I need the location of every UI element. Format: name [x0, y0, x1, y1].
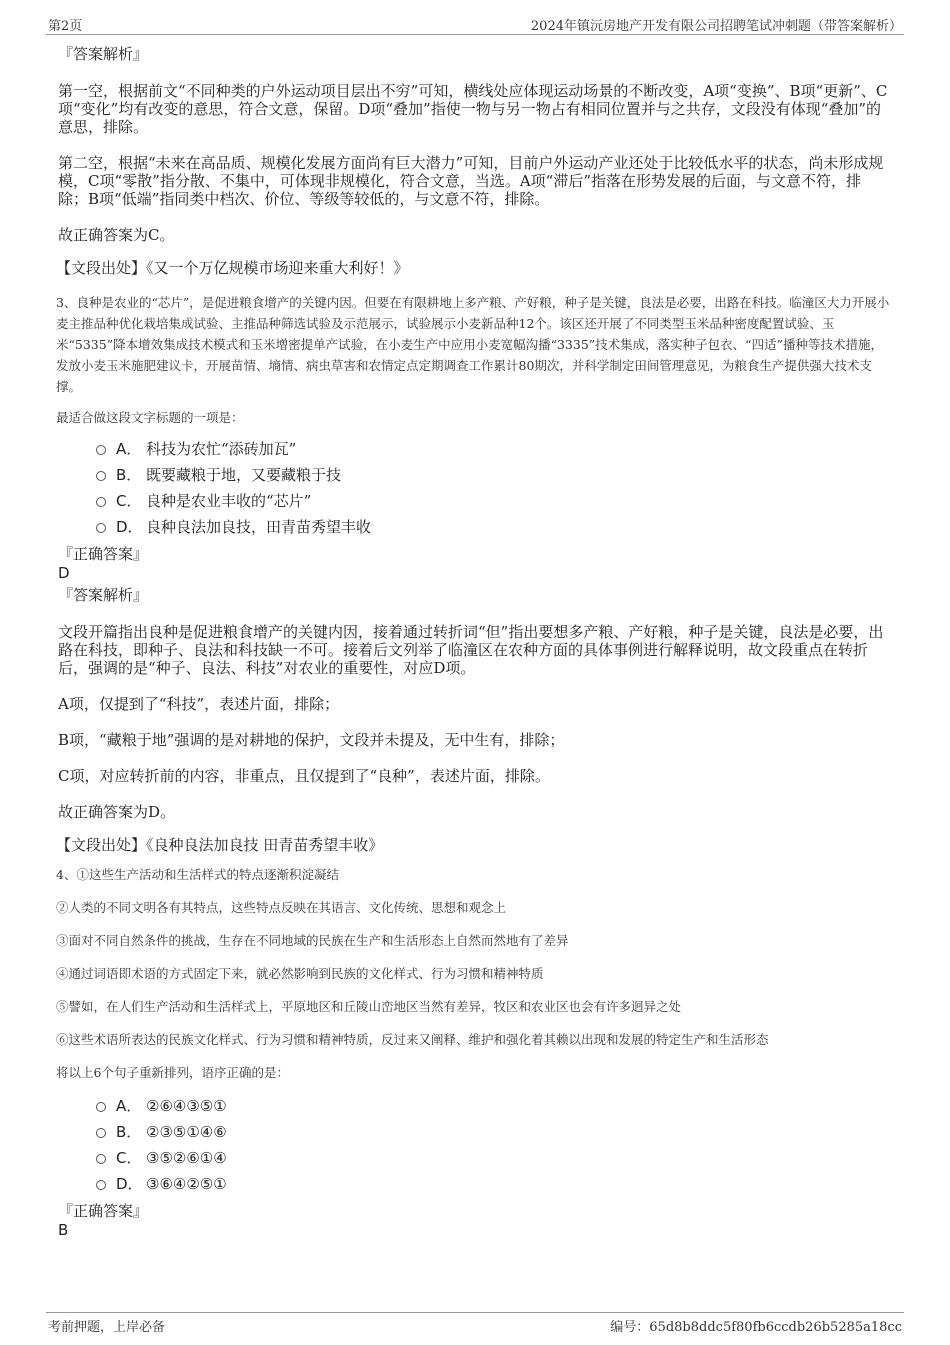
radio-icon[interactable]	[96, 497, 106, 507]
radio-icon[interactable]	[96, 1102, 106, 1112]
q3-options	[96, 436, 890, 540]
q2-analysis-paragraph: 第一空，根据前文“不同种类的户外运动项目层出不穷”可知，横线处应体现运动场景的不断改变，A项“变换”、B项“更新”、C项“变化”均有改变的意思，符合文意，保留。D项“叠加”指使一物与另一物占有相同位置并与之共存，文段没有体现“叠加”的意思，排除。	[58, 82, 888, 136]
q4-sentence: ④通过词语即术语的方式固定下来，就必然影响到民族的文化样式、行为习惯和精神特质	[56, 966, 544, 981]
q4-option-c[interactable]: C． ③⑤②⑥①④	[96, 1145, 890, 1171]
q4-prompt: 将以上6个句子重新排列，语序正确的是：	[56, 1065, 289, 1080]
q4-sentence: ②人类的不同文明各有其特点，这些特点反映在其语言、文化传统、思想和观念上	[56, 900, 507, 915]
correct-answer-label: 『正确答案』	[58, 1202, 149, 1220]
q4-options	[96, 1093, 890, 1197]
q4-sentence: ③面对不同自然条件的挑战，生存在不同地域的民族在生产和生活形态上自然而然地有了差异	[56, 933, 569, 948]
q3-analysis-paragraph: B项，“藏粮于地”强调的是对耕地的保护，文段并未提及，无中生有，排除；	[58, 731, 565, 749]
q3-analysis-paragraph: 文段开篇指出良种是促进粮食增产的关键内因，接着通过转折词“但”指出要想多产粮、产好粮，种子是关键，良法是必要，出路在科技，即种子、良法和科技缺一不可。接着后文列举了临潼区在农种方面的具体事例进行解释说明，故文段重点在转折后，强调的是“种子、良法、科技”对农业的重要性，对应D项。	[58, 623, 884, 677]
q2-conclusion: 故正确答案为C。	[58, 226, 175, 244]
q3-conclusion: 故正确答案为D。	[58, 803, 176, 821]
footer-slogan: 考前押题，上岸必备	[48, 1320, 166, 1335]
q3-option-c[interactable]: C． 良种是农业丰收的“芯片”	[96, 488, 890, 514]
analysis-label: 『答案解析』	[58, 45, 149, 63]
q4-option-a[interactable]: A． ②⑥④③⑤①	[96, 1093, 890, 1119]
radio-icon[interactable]	[96, 445, 106, 455]
q3-option-d[interactable]: D． 良种良法加良技，田青苗秀望丰收	[96, 514, 890, 540]
radio-icon[interactable]	[96, 523, 106, 533]
q3-option-a[interactable]: A． 科技为农忙“添砖加瓦”	[96, 436, 890, 462]
q3-source: 【文段出处】《良种良法加良技 田青苗秀望丰收》	[56, 836, 384, 854]
q3-analysis-paragraph: A项，仅提到了“科技”，表述片面，排除；	[58, 695, 340, 713]
page-number: 第2页	[48, 19, 83, 34]
q4-option-d[interactable]: D． ③⑥④②⑤①	[96, 1171, 890, 1197]
document-body	[56, 44, 890, 1239]
document-title: 2024年镇沅房地产开发有限公司招聘笔试冲刺题（带答案解析）	[530, 19, 902, 34]
q4-option-b[interactable]: B． ②③⑤①④⑥	[96, 1119, 890, 1145]
q3-prompt: 最适合做这段文字标题的一项是：	[56, 410, 244, 425]
radio-icon[interactable]	[96, 1154, 106, 1164]
page-header	[46, 12, 904, 35]
page-footer	[46, 1312, 904, 1335]
q2-source: 【文段出处】《又一个万亿规模市场迎来重大利好！》	[56, 259, 409, 277]
radio-icon[interactable]	[96, 1128, 106, 1138]
q3-analysis-paragraph: C项，对应转折前的内容，非重点，且仅提到了“良种”，表述片面，排除。	[58, 767, 550, 785]
q3-stem: 3、良种是农业的“芯片”，是促进粮食增产的关键内因。但要在有限耕地上多产粮、产好粮，种子是关键，良法是必要，出路在科技。临潼区大力开展小麦主推品种优化栽培集成试验、主推品种筛选试验及示范展示，试验展示小麦新品种12个。该区还开展了不同类型玉米品种密度配置试验、玉米“5335”降本增效集成技术模式和玉米增密提单产试验，在小麦生产中应用小麦宽幅沟播“3335”技术集成，落实种子包衣、“四适”播种等技术措施，发放小麦玉米施肥建议卡，开展苗情、墒情、病虫草害和农情定点定期调查工作累计80期次，并科学制定田间管理意见，为粮食生产提供强大技术支撑。	[56, 295, 890, 394]
q3-answer: D	[58, 564, 70, 582]
radio-icon[interactable]	[96, 471, 106, 481]
q2-analysis-paragraph: 第二空，根据“未来在高品质、规模化发展方面尚有巨大潜力”可知，目前户外运动产业还处于比较低水平的状态，尚未形成规模，C项“零散”指分散、不集中，可体现非规模化，符合文意，当选。A项“滞后”指落在形势发展的后面，与文意不符，排除；B项“低端”指同类中档次、价位、等级等较低的，与文意不符，排除。	[58, 154, 884, 208]
q4-sentence: ⑥这些术语所表达的民族文化样式、行为习惯和精神特质，反过来又阐释、维护和强化着其赖以出现和发展的特定生产和生活形态	[56, 1032, 769, 1047]
q4-answer: B	[58, 1221, 69, 1239]
analysis-label: 『答案解析』	[58, 586, 149, 604]
correct-answer-label: 『正确答案』	[58, 545, 149, 563]
radio-icon[interactable]	[96, 1180, 106, 1190]
q4-sentence: ⑤譬如，在人们生产活动和生活样式上，平原地区和丘陵山峦地区当然有差异，牧区和农业区也会有许多迥异之处	[56, 999, 682, 1014]
document-id: 编号：65d8b8ddc5f80fb6ccdb26b5285a18cc	[610, 1320, 902, 1335]
q4-sentence: 4、①这些生产活动和生活样式的特点逐渐积淀凝结	[56, 867, 339, 882]
q3-option-b[interactable]: B． 既要藏粮于地，又要藏粮于技	[96, 462, 890, 488]
